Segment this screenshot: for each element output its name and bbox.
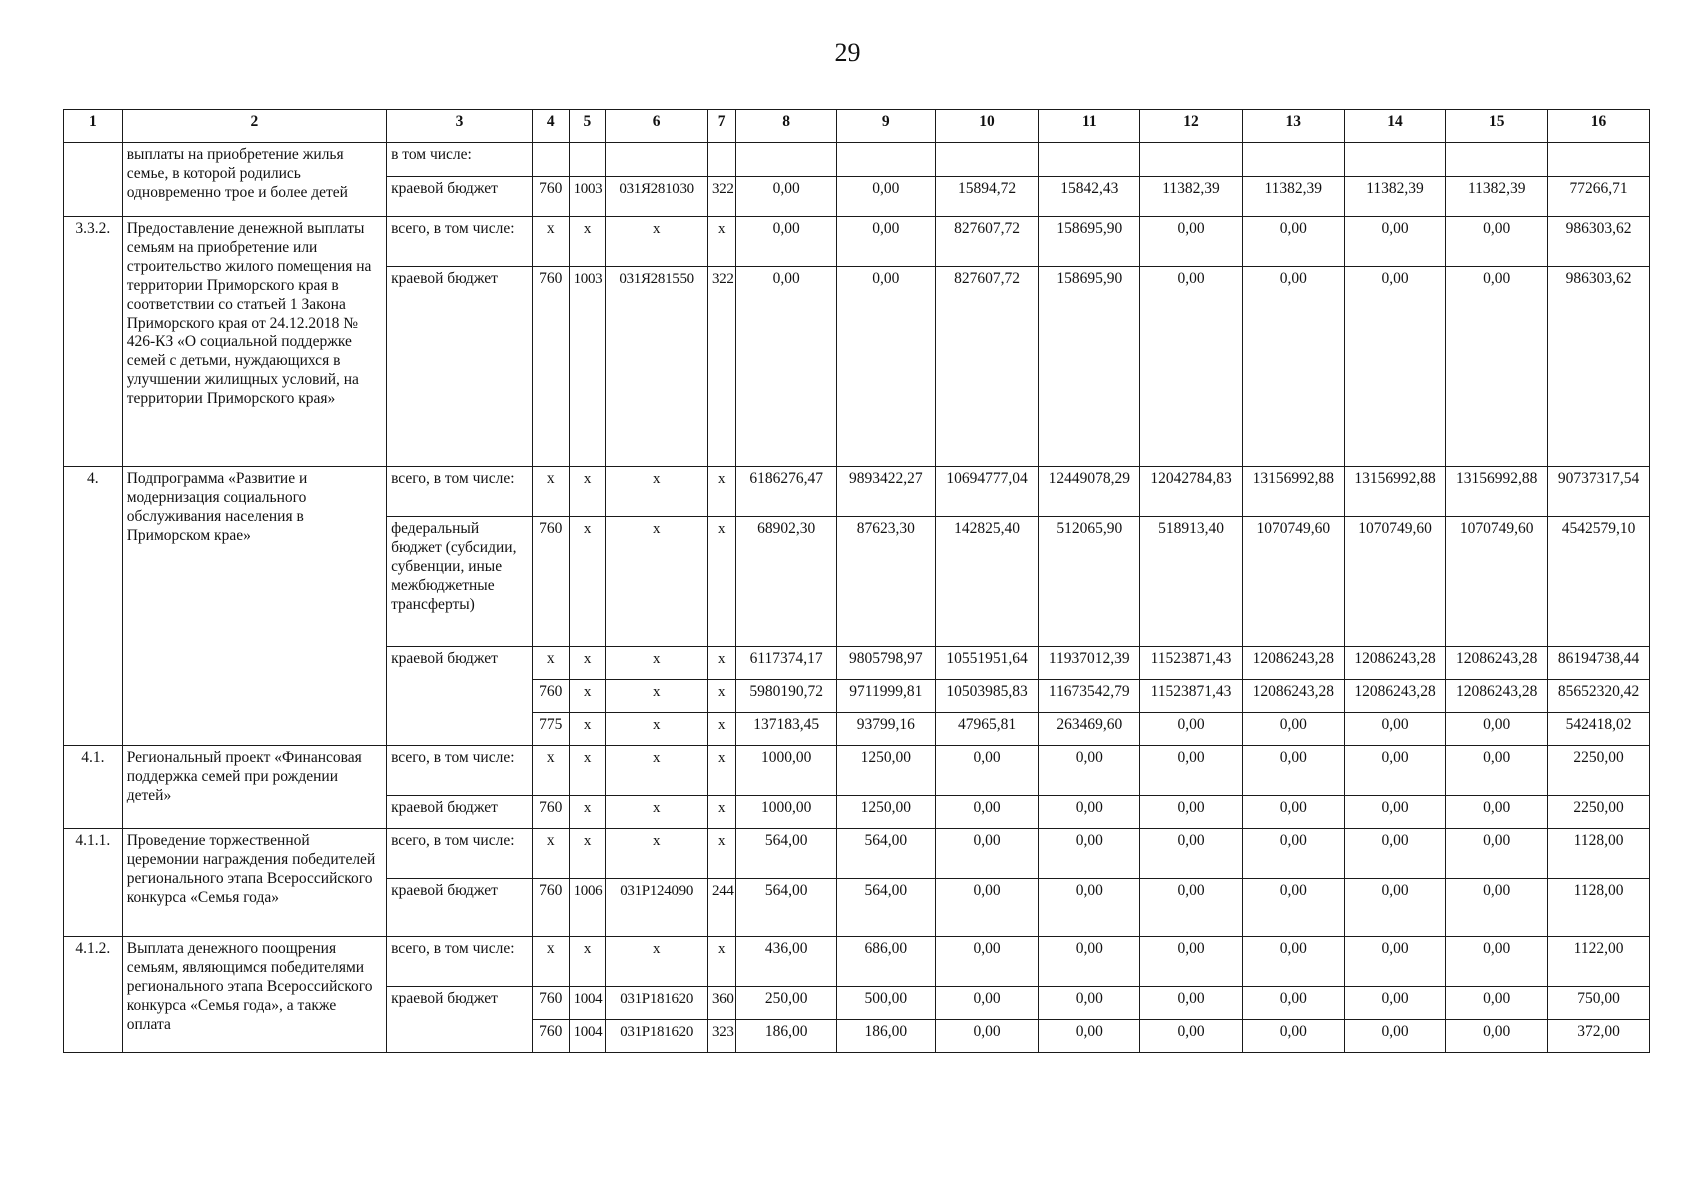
amount-cell: 0,00 bbox=[1140, 713, 1243, 746]
amount-cell: 1128,00 bbox=[1548, 829, 1650, 879]
header-cell: 8 bbox=[736, 110, 837, 143]
amount-cell: 0,00 bbox=[1242, 879, 1344, 937]
amount-cell: 9711999,81 bbox=[837, 680, 936, 713]
row-number-cell: 4.1.2. bbox=[64, 937, 123, 1053]
amount-cell: 12086243,28 bbox=[1344, 647, 1446, 680]
amount-cell: 0,00 bbox=[1242, 829, 1344, 879]
amount-cell: 9893422,27 bbox=[837, 467, 936, 517]
grbs-code-cell: 760 bbox=[532, 680, 569, 713]
header-cell: 3 bbox=[387, 110, 533, 143]
target-article-cell bbox=[606, 143, 708, 177]
amount-cell: 686,00 bbox=[837, 937, 936, 987]
section-code-cell: x bbox=[569, 713, 606, 746]
amount-cell bbox=[736, 143, 837, 177]
amount-cell: 518913,40 bbox=[1140, 517, 1243, 647]
amount-cell: 750,00 bbox=[1548, 987, 1650, 1020]
grbs-code-cell: 760 bbox=[532, 987, 569, 1020]
grbs-code-cell: x bbox=[532, 829, 569, 879]
amount-cell: 1250,00 bbox=[837, 796, 936, 829]
expense-type-cell: 322 bbox=[708, 267, 736, 467]
grbs-code-cell bbox=[532, 143, 569, 177]
amount-cell: 0,00 bbox=[1344, 713, 1446, 746]
amount-cell: 0,00 bbox=[1140, 796, 1243, 829]
row-number-cell bbox=[64, 143, 123, 217]
amount-cell: 0,00 bbox=[1242, 267, 1344, 467]
section-code-cell: x bbox=[569, 746, 606, 796]
expense-type-cell: x bbox=[708, 796, 736, 829]
section-code-cell: x bbox=[569, 796, 606, 829]
amount-cell: 0,00 bbox=[1039, 829, 1140, 879]
description-cell: Региональный проект «Финансовая поддержка семей при рождении детей» bbox=[122, 746, 386, 829]
amount-cell: 1000,00 bbox=[736, 796, 837, 829]
funding-source-cell: всего, в том числе: bbox=[387, 829, 533, 879]
amount-cell: 87623,30 bbox=[837, 517, 936, 647]
funding-source-cell: краевой бюджет bbox=[387, 647, 533, 746]
amount-cell: 0,00 bbox=[935, 746, 1039, 796]
section-code-cell: 1004 bbox=[569, 1020, 606, 1053]
amount-cell: 0,00 bbox=[1446, 1020, 1548, 1053]
target-article-cell: 031Я281550 bbox=[606, 267, 708, 467]
amount-cell: 1000,00 bbox=[736, 746, 837, 796]
amount-cell: 0,00 bbox=[736, 217, 837, 267]
grbs-code-cell: 760 bbox=[532, 517, 569, 647]
amount-cell: 986303,62 bbox=[1548, 217, 1650, 267]
amount-cell: 0,00 bbox=[1446, 746, 1548, 796]
amount-cell: 2250,00 bbox=[1548, 796, 1650, 829]
amount-cell: 137183,45 bbox=[736, 713, 837, 746]
amount-cell: 12086243,28 bbox=[1446, 647, 1548, 680]
amount-cell: 158695,90 bbox=[1039, 267, 1140, 467]
grbs-code-cell: 760 bbox=[532, 177, 569, 217]
amount-cell bbox=[1140, 143, 1243, 177]
section-code-cell: x bbox=[569, 647, 606, 680]
expense-type-cell: 323 bbox=[708, 1020, 736, 1053]
target-article-cell: x bbox=[606, 680, 708, 713]
amount-cell: 0,00 bbox=[1039, 746, 1140, 796]
amount-cell: 827607,72 bbox=[935, 217, 1039, 267]
amount-cell bbox=[837, 143, 936, 177]
target-article-cell: x bbox=[606, 517, 708, 647]
funding-source-cell: всего, в том числе: bbox=[387, 217, 533, 267]
target-article-cell: x bbox=[606, 746, 708, 796]
amount-cell: 6117374,17 bbox=[736, 647, 837, 680]
grbs-code-cell: 760 bbox=[532, 1020, 569, 1053]
amount-cell: 500,00 bbox=[837, 987, 936, 1020]
amount-cell: 1070749,60 bbox=[1446, 517, 1548, 647]
amount-cell: 986303,62 bbox=[1548, 267, 1650, 467]
amount-cell: 11382,39 bbox=[1446, 177, 1548, 217]
header-cell: 4 bbox=[532, 110, 569, 143]
expense-type-cell: x bbox=[708, 647, 736, 680]
section-code-cell: 1003 bbox=[569, 267, 606, 467]
amount-cell: 10694777,04 bbox=[935, 467, 1039, 517]
page-number: 29 bbox=[834, 38, 861, 67]
amount-cell: 0,00 bbox=[1242, 987, 1344, 1020]
funding-source-cell: всего, в том числе: bbox=[387, 746, 533, 796]
expense-type-cell: 322 bbox=[708, 177, 736, 217]
amount-cell: 10551951,64 bbox=[935, 647, 1039, 680]
header-cell: 14 bbox=[1344, 110, 1446, 143]
amount-cell: 0,00 bbox=[1446, 267, 1548, 467]
amount-cell: 0,00 bbox=[1039, 879, 1140, 937]
amount-cell: 0,00 bbox=[736, 267, 837, 467]
amount-cell: 0,00 bbox=[1344, 987, 1446, 1020]
expense-type-cell: x bbox=[708, 217, 736, 267]
target-article-cell: x bbox=[606, 796, 708, 829]
header-cell: 5 bbox=[569, 110, 606, 143]
row-number-cell: 4.1. bbox=[64, 746, 123, 829]
amount-cell: 0,00 bbox=[1140, 987, 1243, 1020]
amount-cell: 0,00 bbox=[1344, 746, 1446, 796]
amount-cell: 1122,00 bbox=[1548, 937, 1650, 987]
amount-cell: 0,00 bbox=[1446, 879, 1548, 937]
amount-cell: 827607,72 bbox=[935, 267, 1039, 467]
amount-cell: 0,00 bbox=[1140, 879, 1243, 937]
amount-cell: 0,00 bbox=[1140, 829, 1243, 879]
description-cell: Предоставление денежной выплаты семьям на приобретение или строительство жилого помещения на территории Приморского края в соответствии со статьей 1 Закона Приморского края от 24.12.2018 № 426-КЗ «О социальной поддержке семей с детьми, нуждающихся в улучшении жилищных условий, на территории Приморского края» bbox=[122, 217, 386, 467]
amount-cell: 11523871,43 bbox=[1140, 680, 1243, 713]
amount-cell: 0,00 bbox=[1242, 713, 1344, 746]
expense-type-cell: x bbox=[708, 713, 736, 746]
expense-type-cell: 244 bbox=[708, 879, 736, 937]
amount-cell: 0,00 bbox=[1344, 879, 1446, 937]
grbs-code-cell: x bbox=[532, 467, 569, 517]
grbs-code-cell: x bbox=[532, 937, 569, 987]
amount-cell: 0,00 bbox=[1039, 796, 1140, 829]
expense-type-cell bbox=[708, 143, 736, 177]
expense-type-cell: x bbox=[708, 467, 736, 517]
amount-cell: 11382,39 bbox=[1344, 177, 1446, 217]
amount-cell: 0,00 bbox=[1344, 1020, 1446, 1053]
amount-cell: 13156992,88 bbox=[1242, 467, 1344, 517]
table-row bbox=[64, 143, 1650, 177]
amount-cell: 1128,00 bbox=[1548, 879, 1650, 937]
target-article-cell: x bbox=[606, 467, 708, 517]
target-article-cell: x bbox=[606, 713, 708, 746]
section-code-cell: 1003 bbox=[569, 177, 606, 217]
header-cell: 15 bbox=[1446, 110, 1548, 143]
row-number-cell: 4. bbox=[64, 467, 123, 746]
amount-cell: 90737317,54 bbox=[1548, 467, 1650, 517]
description-cell: Подпрограмма «Развитие и модернизация социального обслуживания населения в Приморском крае» bbox=[122, 467, 386, 746]
header-cell: 12 bbox=[1140, 110, 1243, 143]
amount-cell: 0,00 bbox=[1344, 267, 1446, 467]
amount-cell: 186,00 bbox=[736, 1020, 837, 1053]
amount-cell bbox=[1039, 143, 1140, 177]
amount-cell: 93799,16 bbox=[837, 713, 936, 746]
expense-type-cell: x bbox=[708, 746, 736, 796]
amount-cell: 11673542,79 bbox=[1039, 680, 1140, 713]
amount-cell: 9805798,97 bbox=[837, 647, 936, 680]
amount-cell: 0,00 bbox=[1446, 713, 1548, 746]
amount-cell: 512065,90 bbox=[1039, 517, 1140, 647]
amount-cell: 0,00 bbox=[1242, 937, 1344, 987]
amount-cell: 564,00 bbox=[736, 879, 837, 937]
target-article-cell: x bbox=[606, 829, 708, 879]
header-cell: 11 bbox=[1039, 110, 1140, 143]
amount-cell: 77266,71 bbox=[1548, 177, 1650, 217]
amount-cell: 186,00 bbox=[837, 1020, 936, 1053]
table-row bbox=[64, 217, 1650, 267]
amount-cell: 436,00 bbox=[736, 937, 837, 987]
amount-cell: 0,00 bbox=[935, 879, 1039, 937]
expense-type-cell: x bbox=[708, 829, 736, 879]
header-row bbox=[64, 110, 1650, 143]
amount-cell: 0,00 bbox=[837, 177, 936, 217]
amount-cell: 12042784,83 bbox=[1140, 467, 1243, 517]
amount-cell: 263469,60 bbox=[1039, 713, 1140, 746]
description-cell: выплаты на приобретение жилья семье, в которой родились одновременно трое и более детей bbox=[122, 143, 386, 217]
amount-cell: 0,00 bbox=[1140, 1020, 1243, 1053]
section-code-cell: x bbox=[569, 467, 606, 517]
amount-cell: 11523871,43 bbox=[1140, 647, 1243, 680]
description-cell: Выплата денежного поощрения семьям, являющимся победителями регионального этапа Всероссийского конкурса «Семья года», а также оплата bbox=[122, 937, 386, 1053]
amount-cell: 5980190,72 bbox=[736, 680, 837, 713]
amount-cell: 0,00 bbox=[837, 267, 936, 467]
expense-type-cell: x bbox=[708, 680, 736, 713]
section-code-cell: x bbox=[569, 517, 606, 647]
budget-table bbox=[63, 109, 1650, 1053]
amount-cell: 0,00 bbox=[1140, 937, 1243, 987]
grbs-code-cell: x bbox=[532, 746, 569, 796]
header-cell: 7 bbox=[708, 110, 736, 143]
header-cell: 9 bbox=[837, 110, 936, 143]
amount-cell: 1070749,60 bbox=[1242, 517, 1344, 647]
amount-cell: 0,00 bbox=[1446, 217, 1548, 267]
expense-type-cell: x bbox=[708, 937, 736, 987]
funding-source-cell: краевой бюджет bbox=[387, 267, 533, 467]
row-number-cell: 4.1.1. bbox=[64, 829, 123, 937]
row-number-cell: 3.3.2. bbox=[64, 217, 123, 467]
amount-cell: 0,00 bbox=[1446, 796, 1548, 829]
target-article-cell: x bbox=[606, 937, 708, 987]
amount-cell: 0,00 bbox=[1140, 217, 1243, 267]
header-cell: 2 bbox=[122, 110, 386, 143]
amount-cell: 0,00 bbox=[1140, 746, 1243, 796]
amount-cell bbox=[1548, 143, 1650, 177]
amount-cell bbox=[935, 143, 1039, 177]
amount-cell: 4542579,10 bbox=[1548, 517, 1650, 647]
funding-source-cell: всего, в том числе: bbox=[387, 467, 533, 517]
funding-source-cell: краевой бюджет bbox=[387, 177, 533, 217]
amount-cell: 0,00 bbox=[1344, 829, 1446, 879]
amount-cell: 372,00 bbox=[1548, 1020, 1650, 1053]
amount-cell: 0,00 bbox=[1039, 1020, 1140, 1053]
section-code-cell: 1004 bbox=[569, 987, 606, 1020]
amount-cell: 0,00 bbox=[1140, 267, 1243, 467]
amount-cell: 15894,72 bbox=[935, 177, 1039, 217]
amount-cell: 0,00 bbox=[1242, 746, 1344, 796]
amount-cell: 0,00 bbox=[1446, 987, 1548, 1020]
amount-cell: 1070749,60 bbox=[1344, 517, 1446, 647]
amount-cell bbox=[1242, 143, 1344, 177]
section-code-cell: x bbox=[569, 937, 606, 987]
amount-cell: 0,00 bbox=[1344, 937, 1446, 987]
section-code-cell: 1006 bbox=[569, 879, 606, 937]
amount-cell: 68902,30 bbox=[736, 517, 837, 647]
amount-cell: 1250,00 bbox=[837, 746, 936, 796]
amount-cell: 142825,40 bbox=[935, 517, 1039, 647]
amount-cell: 0,00 bbox=[935, 796, 1039, 829]
amount-cell: 0,00 bbox=[1242, 1020, 1344, 1053]
amount-cell: 564,00 bbox=[736, 829, 837, 879]
header-cell: 16 bbox=[1548, 110, 1650, 143]
amount-cell: 0,00 bbox=[1446, 937, 1548, 987]
amount-cell: 10503985,83 bbox=[935, 680, 1039, 713]
amount-cell: 15842,43 bbox=[1039, 177, 1140, 217]
funding-source-cell: в том числе: bbox=[387, 143, 533, 177]
grbs-code-cell: 760 bbox=[532, 879, 569, 937]
header-cell: 6 bbox=[606, 110, 708, 143]
grbs-code-cell: 775 bbox=[532, 713, 569, 746]
target-article-cell: 031Я281030 bbox=[606, 177, 708, 217]
amount-cell: 564,00 bbox=[837, 829, 936, 879]
section-code-cell: x bbox=[569, 217, 606, 267]
section-code-cell bbox=[569, 143, 606, 177]
header-cell: 1 bbox=[64, 110, 123, 143]
amount-cell: 250,00 bbox=[736, 987, 837, 1020]
amount-cell: 0,00 bbox=[837, 217, 936, 267]
grbs-code-cell: 760 bbox=[532, 267, 569, 467]
amount-cell: 0,00 bbox=[736, 177, 837, 217]
funding-source-cell: краевой бюджет bbox=[387, 879, 533, 937]
expense-type-cell: x bbox=[708, 517, 736, 647]
amount-cell bbox=[1446, 143, 1548, 177]
amount-cell: 0,00 bbox=[935, 937, 1039, 987]
amount-cell: 0,00 bbox=[1344, 217, 1446, 267]
amount-cell: 0,00 bbox=[1242, 796, 1344, 829]
amount-cell: 12086243,28 bbox=[1344, 680, 1446, 713]
amount-cell: 564,00 bbox=[837, 879, 936, 937]
table-row bbox=[64, 937, 1650, 987]
grbs-code-cell: x bbox=[532, 217, 569, 267]
amount-cell: 11382,39 bbox=[1242, 177, 1344, 217]
funding-source-cell: федеральный бюджет (субсидии, субвенции, иные межбюджетные трансферты) bbox=[387, 517, 533, 647]
section-code-cell: x bbox=[569, 829, 606, 879]
amount-cell: 0,00 bbox=[1344, 796, 1446, 829]
target-article-cell: 031P181620 bbox=[606, 1020, 708, 1053]
section-code-cell: x bbox=[569, 680, 606, 713]
amount-cell: 0,00 bbox=[1242, 217, 1344, 267]
expense-type-cell: 360 bbox=[708, 987, 736, 1020]
amount-cell: 0,00 bbox=[935, 1020, 1039, 1053]
header-cell: 10 bbox=[935, 110, 1039, 143]
amount-cell: 6186276,47 bbox=[736, 467, 837, 517]
amount-cell: 12086243,28 bbox=[1446, 680, 1548, 713]
target-article-cell: 031P124090 bbox=[606, 879, 708, 937]
amount-cell: 13156992,88 bbox=[1446, 467, 1548, 517]
funding-source-cell: всего, в том числе: bbox=[387, 937, 533, 987]
amount-cell: 542418,02 bbox=[1548, 713, 1650, 746]
amount-cell: 85652320,42 bbox=[1548, 680, 1650, 713]
amount-cell: 2250,00 bbox=[1548, 746, 1650, 796]
grbs-code-cell: 760 bbox=[532, 796, 569, 829]
amount-cell: 0,00 bbox=[935, 987, 1039, 1020]
amount-cell: 11937012,39 bbox=[1039, 647, 1140, 680]
amount-cell bbox=[1344, 143, 1446, 177]
table-row bbox=[64, 746, 1650, 796]
amount-cell: 86194738,44 bbox=[1548, 647, 1650, 680]
amount-cell: 0,00 bbox=[1039, 937, 1140, 987]
grbs-code-cell: x bbox=[532, 647, 569, 680]
amount-cell: 12086243,28 bbox=[1242, 680, 1344, 713]
target-article-cell: 031P181620 bbox=[606, 987, 708, 1020]
amount-cell: 158695,90 bbox=[1039, 217, 1140, 267]
amount-cell: 11382,39 bbox=[1140, 177, 1243, 217]
table-row bbox=[64, 467, 1650, 517]
header-cell: 13 bbox=[1242, 110, 1344, 143]
amount-cell: 13156992,88 bbox=[1344, 467, 1446, 517]
funding-source-cell: краевой бюджет bbox=[387, 987, 533, 1053]
amount-cell: 0,00 bbox=[935, 829, 1039, 879]
target-article-cell: x bbox=[606, 217, 708, 267]
description-cell: Проведение торжественной церемонии награждения победителей регионального этапа Всероссийского конкурса «Семья года» bbox=[122, 829, 386, 937]
target-article-cell: x bbox=[606, 647, 708, 680]
amount-cell: 47965,81 bbox=[935, 713, 1039, 746]
amount-cell: 0,00 bbox=[1039, 987, 1140, 1020]
funding-source-cell: краевой бюджет bbox=[387, 796, 533, 829]
amount-cell: 0,00 bbox=[1446, 829, 1548, 879]
amount-cell: 12086243,28 bbox=[1242, 647, 1344, 680]
table-row bbox=[64, 829, 1650, 879]
amount-cell: 12449078,29 bbox=[1039, 467, 1140, 517]
